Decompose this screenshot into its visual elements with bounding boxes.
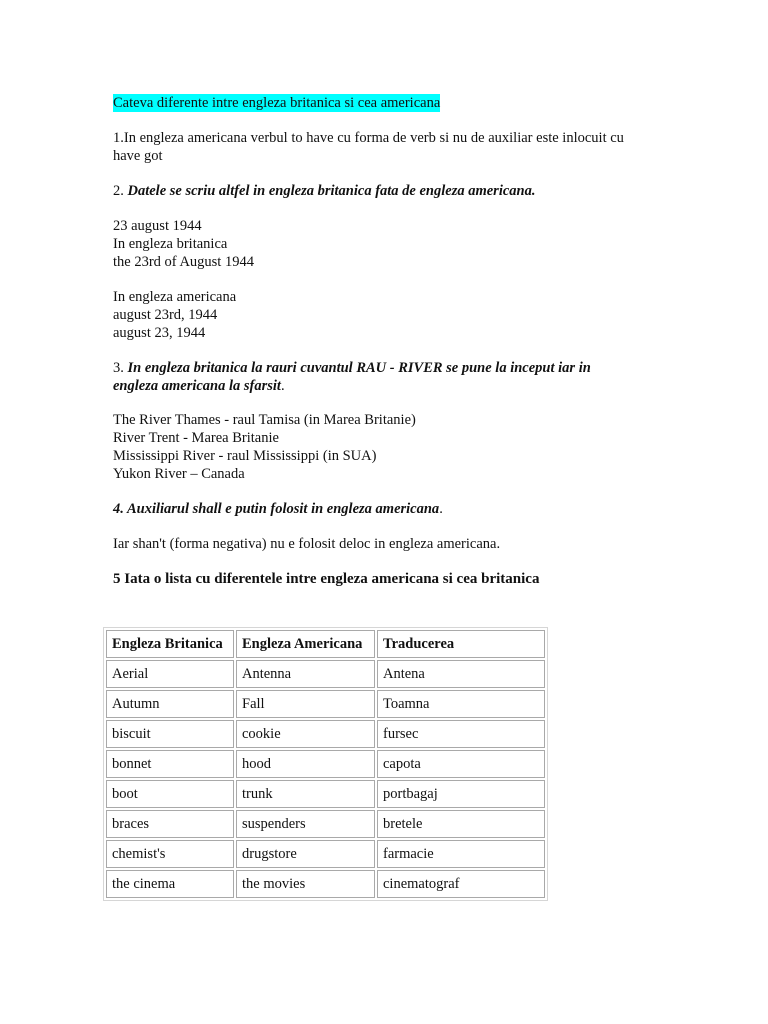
cell-translation: fursec bbox=[377, 720, 545, 748]
british-label: In engleza britanica bbox=[113, 236, 228, 252]
list-item: Yukon River – Canada bbox=[113, 466, 245, 482]
point4-heading-text: 4. Auxiliarul shall e putin folosit in engleza americana bbox=[113, 501, 440, 517]
cell-translation: farmacie bbox=[377, 840, 545, 868]
american-date-form-1: august 23rd, 1944 bbox=[113, 307, 218, 323]
point2-number: 2. bbox=[113, 183, 124, 199]
point3-heading-line2 bbox=[113, 377, 673, 395]
cell-british: bonnet bbox=[106, 750, 234, 778]
cell-translation: Antena bbox=[377, 660, 545, 688]
table-row bbox=[106, 720, 545, 748]
header-american: Engleza Americana bbox=[236, 630, 375, 658]
cell-translation: portbagaj bbox=[377, 780, 545, 808]
cell-translation: capota bbox=[377, 750, 545, 778]
cell-american: suspenders bbox=[236, 810, 375, 838]
point3-heading-text-2: engleza americana la sfarsit bbox=[113, 378, 281, 394]
american-date-form-2: august 23, 1944 bbox=[113, 325, 206, 341]
table-row bbox=[106, 690, 545, 718]
date-example: 23 august 1944 bbox=[113, 218, 202, 234]
point5-heading: 5 Iata o lista cu diferentele intre engleza americana si cea britanica bbox=[113, 571, 540, 587]
list-item: Mississippi River - raul Mississippi (in SUA) bbox=[113, 448, 377, 464]
word-differences-table bbox=[103, 627, 548, 901]
document-body bbox=[113, 94, 673, 588]
cell-american: hood bbox=[236, 750, 375, 778]
river-list bbox=[113, 411, 673, 483]
list-item: River Trent - Marea Britanie bbox=[113, 430, 279, 446]
point3-heading-period: . bbox=[280, 378, 285, 394]
point2-heading-text: Datele se scriu altfel in engleza britanica fata de engleza americana. bbox=[127, 183, 536, 199]
cell-british: biscuit bbox=[106, 720, 234, 748]
cell-american: drugstore bbox=[236, 840, 375, 868]
table-header-row bbox=[106, 630, 545, 658]
table-row bbox=[106, 780, 545, 808]
cell-american: the movies bbox=[236, 870, 375, 898]
point1-line1: 1.In engleza americana verbul to have cu forma de verb si nu de auxiliar este inlocuit cu bbox=[113, 130, 624, 146]
cell-american: Fall bbox=[236, 690, 375, 718]
cell-british: the cinema bbox=[106, 870, 234, 898]
point2-heading bbox=[113, 182, 673, 200]
point4-text: Iar shan't (forma negativa) nu e folosit deloc in engleza americana. bbox=[113, 536, 501, 552]
point3-heading-text-1: In engleza britanica la rauri cuvantul RAU - RIVER se pune la inceput iar in bbox=[127, 360, 591, 376]
cell-translation: bretele bbox=[377, 810, 545, 838]
cell-british: Aerial bbox=[106, 660, 234, 688]
table-row bbox=[106, 660, 545, 688]
american-label: In engleza americana bbox=[113, 289, 237, 305]
point3-number: 3. bbox=[113, 360, 124, 376]
cell-american: trunk bbox=[236, 780, 375, 808]
header-translation: Traducerea bbox=[377, 630, 545, 658]
table-row bbox=[106, 810, 545, 838]
title-highlight: Cateva diferente intre engleza britanica si cea americana bbox=[113, 95, 441, 111]
table-row bbox=[106, 750, 545, 778]
table-row bbox=[106, 870, 545, 898]
document-title bbox=[113, 94, 673, 112]
cell-translation: Toamna bbox=[377, 690, 545, 718]
cell-american: Antenna bbox=[236, 660, 375, 688]
header-british: Engleza Britanica bbox=[106, 630, 234, 658]
cell-translation: cinematograf bbox=[377, 870, 545, 898]
point4-heading bbox=[113, 500, 673, 518]
point4-heading-period: . bbox=[439, 501, 443, 517]
cell-british: Autumn bbox=[106, 690, 234, 718]
british-date-form: the 23rd of August 1944 bbox=[113, 254, 254, 270]
point1-line2: have got bbox=[113, 148, 163, 164]
table-row bbox=[106, 840, 545, 868]
cell-british: boot bbox=[106, 780, 234, 808]
list-item: The River Thames - raul Tamisa (in Marea Britanie) bbox=[113, 412, 416, 428]
cell-british: chemist's bbox=[106, 840, 234, 868]
cell-american: cookie bbox=[236, 720, 375, 748]
point3-heading-line1 bbox=[113, 359, 673, 377]
cell-british: braces bbox=[106, 810, 234, 838]
